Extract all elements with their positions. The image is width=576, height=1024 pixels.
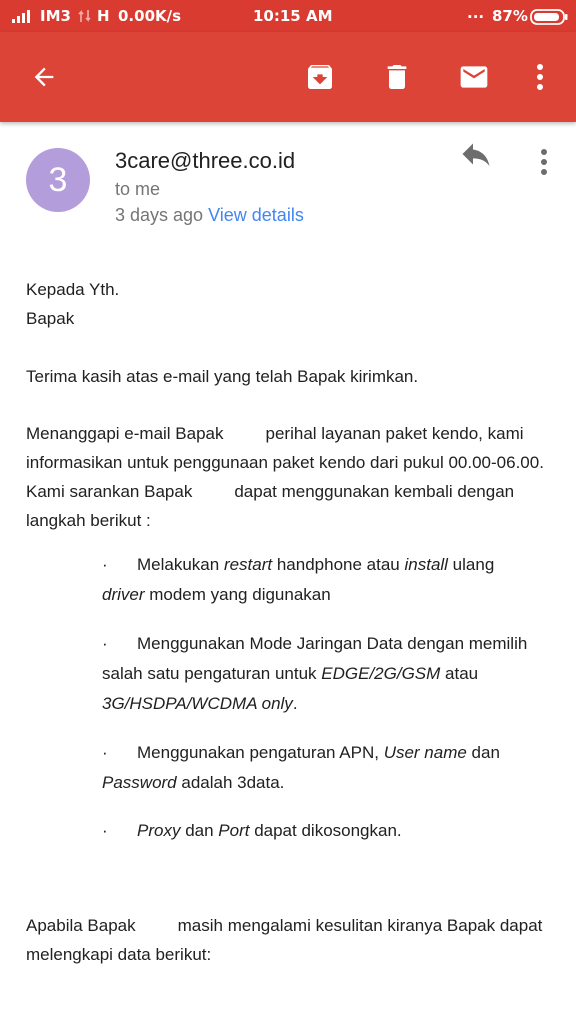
back-button[interactable]: [18, 32, 70, 122]
bullet1-text-2: handphone atau: [272, 555, 405, 574]
bullet3-text-2: dan: [466, 743, 500, 762]
email-time: 3 days ago: [115, 205, 204, 225]
bullet1-italic-driver: driver: [102, 585, 145, 604]
para2-part-b: masih mengalami kesulitan kiranya Bapak dapat melengkapi data berikut:: [26, 916, 543, 964]
bullet3-text: Menggunakan pengaturan APN,: [137, 743, 384, 762]
reply-button[interactable]: [458, 142, 502, 182]
bullet2-italic-edge: EDGE/2G/GSM: [321, 664, 441, 683]
bullet1-italic-restart: restart: [223, 555, 273, 574]
bullet3-italic-password: Password: [102, 773, 177, 792]
archive-button[interactable]: [296, 32, 344, 122]
list-item: [102, 816, 552, 846]
bullet2-text-2: salah satu pengaturan untuk: [102, 664, 322, 683]
sender-address[interactable]: 3care@three.co.id: [115, 148, 296, 173]
delete-icon: [381, 61, 413, 93]
bullet4-text: dan: [180, 821, 219, 840]
bullet2-text: Menggunakan Mode Jaringan Data dengan memilih: [137, 634, 528, 653]
app-bar: [0, 32, 576, 122]
bullet1-italic-install: install: [404, 555, 448, 574]
thanks-paragraph: Terima kasih atas e-mail yang telah Bapak kirimkan.: [26, 367, 419, 386]
recipient-label: to me: [115, 179, 161, 199]
mail-icon: [456, 61, 492, 93]
back-arrow-icon: [30, 63, 58, 91]
para2-part-a: Apabila Bapak: [26, 916, 136, 935]
archive-icon: [304, 61, 336, 93]
bullet-dot: ·: [102, 555, 108, 574]
battery-percent: 87%: [492, 7, 528, 25]
bullet3-text-3: adalah 3data.: [176, 773, 285, 792]
network-speed: 0.00K/s: [118, 7, 182, 25]
bullet3-italic-username: User name: [383, 743, 467, 762]
mark-unread-button[interactable]: [448, 32, 500, 122]
email-time-row: [115, 205, 304, 226]
para1-part-c: dapat menggunakan kembali dengan langkah berikut :: [26, 482, 515, 530]
clock: 10:15 AM: [253, 7, 333, 25]
bullet2-text-3: atau: [440, 664, 479, 683]
data-transfer-icon: [78, 9, 92, 23]
greeting-block: [26, 275, 556, 333]
response-paragraph: [26, 419, 551, 535]
view-details-link[interactable]: View details: [208, 205, 304, 225]
bullet-dot: ·: [102, 821, 108, 840]
bullet4-text-2: dapat dikosongkan.: [249, 821, 402, 840]
delete-button[interactable]: [373, 32, 421, 122]
carrier-label: IM3: [40, 7, 71, 25]
battery-icon: [530, 9, 568, 25]
sender-avatar[interactable]: 3: [26, 148, 90, 212]
list-item: [102, 738, 552, 798]
para1-part-a: Menanggapi e-mail Bapak: [26, 424, 224, 443]
overflow-menu-button[interactable]: [522, 32, 558, 122]
more-vert-icon: [540, 148, 548, 176]
signal-icon: [12, 9, 32, 23]
reply-icon: [458, 142, 494, 172]
bullet1-text-3: ulang: [447, 555, 495, 574]
bullet2-period: .: [292, 694, 298, 713]
network-type: H: [97, 7, 110, 25]
bullet1-text: Melakukan: [137, 555, 224, 574]
salutation: Bapak: [26, 309, 75, 328]
followup-paragraph: [26, 911, 546, 969]
more-notifications-icon: ...: [467, 4, 485, 22]
list-item: [102, 550, 552, 610]
bullet-dot: ·: [102, 634, 108, 653]
message-more-button[interactable]: [528, 142, 560, 182]
bullet-dot: ·: [102, 743, 108, 762]
email-header: [0, 122, 576, 242]
bullet4-italic-proxy: Proxy: [137, 821, 181, 840]
more-vert-icon: [536, 63, 544, 91]
bullet1-text-4: modem yang digunakan: [144, 585, 331, 604]
status-bar: [0, 0, 576, 32]
bullet4-italic-port: Port: [218, 821, 250, 840]
list-item: [102, 629, 552, 719]
bullet2-italic-3g: 3G/HSDPA/WCDMA only: [102, 694, 293, 713]
para1-part-b: perihal layanan paket kendo, kami informasikan untuk penggunaan paket kendo dari pukul 00.00-06.00. Kami sarankan Bapak: [26, 424, 544, 501]
greeting: Kepada Yth.: [26, 280, 120, 299]
